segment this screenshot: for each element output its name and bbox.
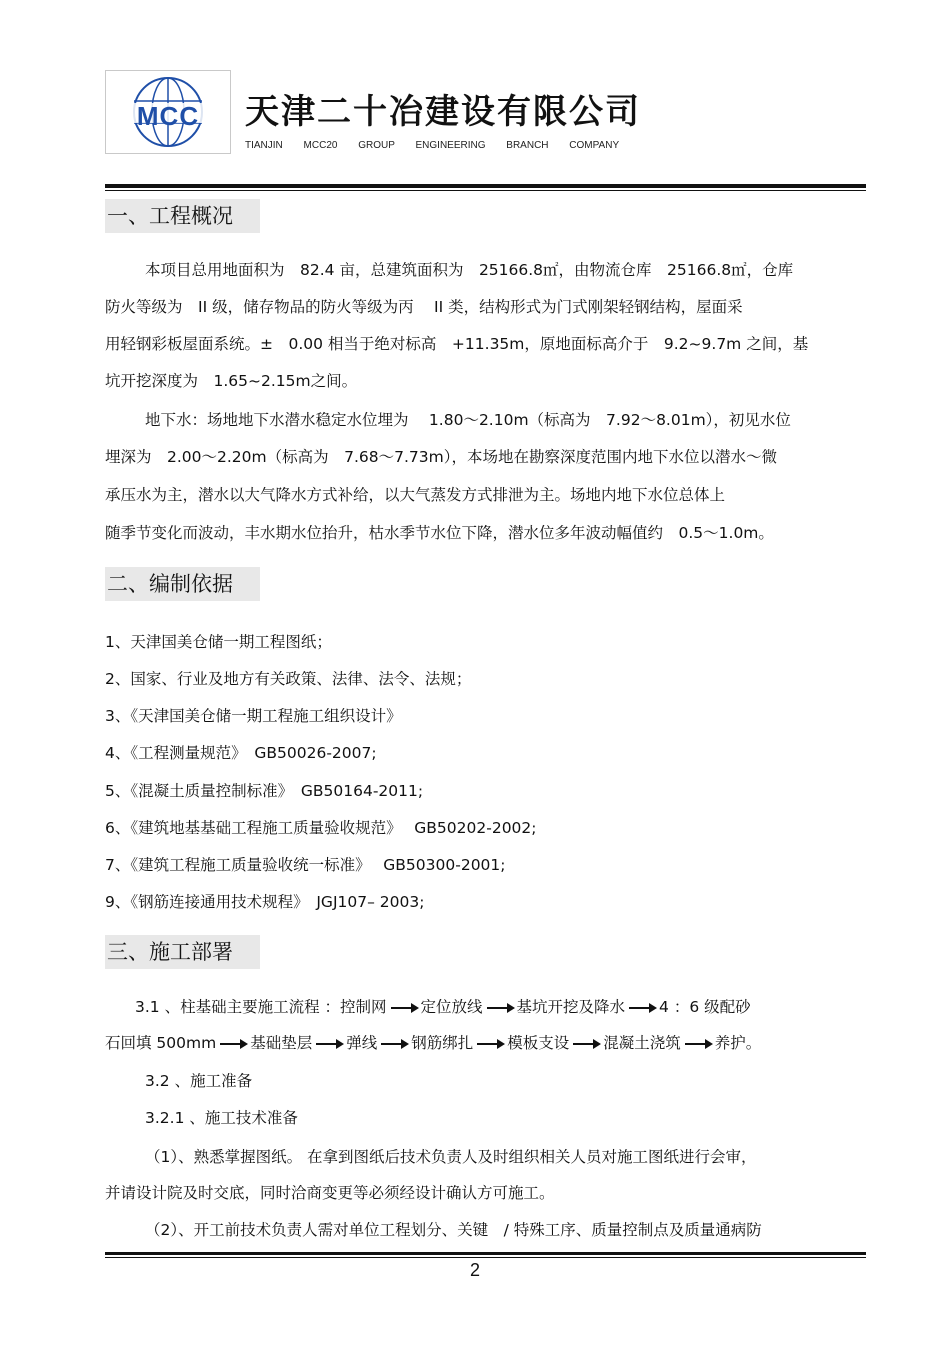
overview-line-3: 用轻钢彩板屋面系统。± 0.00 相当于绝对标高 +11.35m，原地面标高介于 9.2~9.7m 之间，基: [105, 335, 809, 353]
arrow-icon: [573, 1043, 599, 1045]
basis-item: 3、《天津国美仓储一期工程施工组织设计》: [105, 707, 402, 725]
overview-line-2: 防火等级为 II 级，储存物品的防火等级为丙 II 类，结构形式为门式刚架轻钢结构，屋面采: [105, 298, 743, 316]
prep-item-2-line-1: （2）、开工前技术负责人需对单位工程划分、关键 / 特殊工序、质量控制点及质量通病防: [145, 1221, 762, 1239]
flow-line-2: [105, 1025, 761, 1062]
basis-item: 4、《工程测量规范》 GB50026-2007;: [105, 744, 377, 762]
flow-step: 模板支设: [507, 1034, 570, 1052]
basis-item: 9、《钢筋连接通用技术规程》 JGJ107– 2003;: [105, 893, 425, 911]
arrow-icon: [477, 1043, 503, 1045]
footer-rule-thick: [105, 1252, 866, 1255]
groundwater-line-4: 随季节变化而波动，丰水期水位抬升，枯水季节水位下降，潜水位多年波动幅值约 0.5～1.0m。: [105, 524, 774, 542]
flow-step: 4 ：6 级配砂: [659, 998, 751, 1016]
subheading-tech-preparation: 3.2.1 、施工技术准备: [145, 1109, 298, 1127]
company-name-en: TIANJIN MCC20 GROUP ENGINEERING BRANCH COMPANY: [245, 140, 620, 151]
subheading-preparation: 3.2 、施工准备: [145, 1072, 253, 1090]
flow-step: 养护。: [714, 1034, 762, 1052]
groundwater-line-1: 地下水：场地地下水潜水稳定水位埋为 1.80～2.10m（标高为 7.92～8.01m），初见水位: [145, 411, 791, 429]
overview-line-1: 本项目总用地面积为 82.4 亩，总建筑面积为 25166.8㎡，由物流仓库 25166.8㎡，仓库: [145, 261, 794, 279]
arrow-icon: [685, 1043, 711, 1045]
arrow-icon: [316, 1043, 342, 1045]
groundwater-line-3: 承压水为主，潜水以大气降水方式补给，以大气蒸发方式排泄为主。场地内地下水位总体上: [105, 486, 726, 504]
groundwater-line-2: 埋深为 2.00～2.20m（标高为 7.68～7.73m），本场地在勘察深度范围内地下水位以潜水～微: [105, 448, 777, 466]
arrow-icon: [629, 1007, 655, 1009]
page-number: 2: [470, 1260, 481, 1280]
prep-item-1-line-1: （1）、熟悉掌握图纸。 在拿到图纸后技术负责人及时组织相关人员对施工图纸进行会审，: [145, 1148, 757, 1166]
arrow-icon: [391, 1007, 417, 1009]
flow-line2-start: 石回填 500mm: [105, 1034, 217, 1052]
flow-step: 基础垫层: [250, 1034, 313, 1052]
arrow-icon: [381, 1043, 407, 1045]
overview-line-4: 坑开挖深度为 1.65~2.15m之间。: [105, 372, 358, 390]
prep-item-1-line-2: 并请设计院及时交底，同时洽商变更等必须经设计确认方可施工。: [105, 1184, 555, 1202]
company-logo: [105, 70, 231, 154]
arrow-icon: [487, 1007, 513, 1009]
basis-item: 5、《混凝土质量控制标准》 GB50164-2011;: [105, 782, 424, 800]
flow-line-1: [135, 989, 751, 1026]
flow-step: 钢筋绑扎: [411, 1034, 474, 1052]
flow-step: 混凝土浇筑: [603, 1034, 681, 1052]
header-rule-thin: [105, 190, 866, 191]
basis-item: 7、《建筑工程施工质量验收统一标准》 GB50300-2001;: [105, 856, 506, 874]
section-heading-overview: 一、工程概况: [105, 199, 260, 233]
arrow-icon: [220, 1043, 246, 1045]
company-name-cn: 天津二十冶建设有限公司: [245, 92, 641, 132]
footer-rule-thin: [105, 1257, 866, 1258]
flow-step: 定位放线: [420, 998, 483, 1016]
flow-step: 弹线: [346, 1034, 378, 1052]
logo-text: MCC: [136, 101, 200, 131]
basis-item: 6、《建筑地基基础工程施工质量验收规范》 GB50202-2002;: [105, 819, 537, 837]
section-heading-deployment: 三、施工部署: [105, 935, 260, 969]
flow-intro: 3.1 、柱基础主要施工流程 ：控制网: [135, 998, 387, 1016]
flow-step: 基坑开挖及降水: [516, 998, 626, 1016]
section-heading-basis: 二、编制依据: [105, 567, 260, 601]
basis-item: 1、天津国美仓储一期工程图纸；: [105, 633, 332, 651]
header-rule-thick: [105, 184, 866, 188]
basis-item: 2、国家、行业及地方有关政策、法律、法令、法规；: [105, 670, 472, 688]
